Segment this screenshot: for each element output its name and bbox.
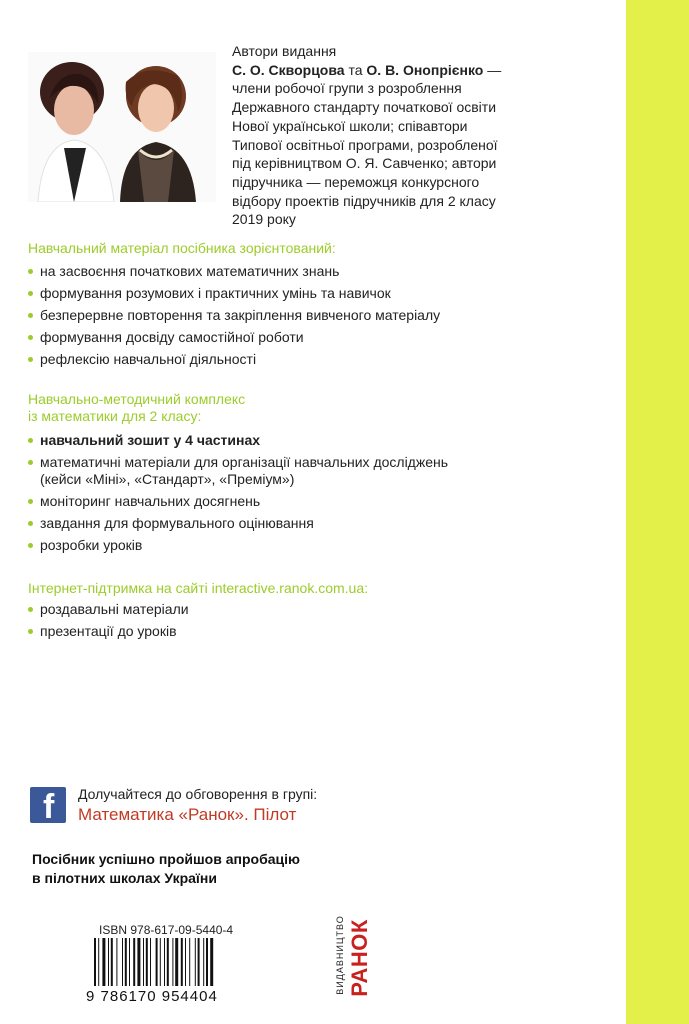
authors-line: підручника — переможця конкурсного [232, 173, 480, 190]
section2-title-line: Навчально-методичний комплекс [28, 391, 246, 407]
bullet-dot-icon [28, 269, 33, 274]
authors-line: 2019 року [232, 211, 296, 228]
facebook-glyph: f [43, 788, 55, 826]
list-item-text: формування досвіду самостійної роботи [40, 329, 304, 345]
list-item [22, 493, 582, 510]
publisher-name: РАНОК [347, 919, 372, 997]
barcode-digits: 9 786170 954404 [86, 988, 218, 1005]
section1-title [28, 240, 336, 257]
list-item [22, 351, 582, 368]
list-item-text: безперервне повторення та закріплення вивченого матеріалу [40, 307, 441, 323]
list-item [22, 329, 582, 346]
authors-intro: Автори видання [232, 43, 337, 59]
bullet-dot-icon [28, 291, 33, 296]
side-stripe [626, 0, 689, 1024]
bullet-dot-icon [28, 521, 33, 526]
section2-title-line: із математики для 2 класу: [28, 408, 202, 424]
bullet-dot-icon [28, 543, 33, 548]
bullet-dot-icon [28, 438, 33, 443]
list-item-text: презентації до уроків [40, 623, 177, 639]
section1-title-text: Навчальний матеріал посібника зорієнтований: [28, 240, 336, 256]
authors-line: під керівництвом О. Я. Савченко; автори [232, 155, 497, 172]
section1-list [22, 263, 582, 373]
list-item-text: розробки уроків [40, 537, 143, 553]
authors-line: Нової української школи; співавтори [232, 117, 468, 134]
bullet-dot-icon [28, 629, 33, 634]
authors-line: члени робочої групи з розроблення [232, 80, 462, 97]
authors-line: відбору проектів підручників для 2 класу [232, 192, 496, 209]
list-item [22, 432, 582, 449]
author-name-2: О. В. Онопрієнко [366, 61, 484, 78]
author-name-1: С. О. Скворцова [232, 61, 345, 78]
list-item [22, 263, 582, 280]
bullet-dot-icon [28, 607, 33, 612]
list-item-text: (кейси «Міні», «Стандарт», «Преміум») [40, 471, 295, 487]
authors-line: Типової освітньої програми, розробленої [232, 136, 498, 153]
approbation-line: Посібник успішно пройшов апробацію [32, 851, 300, 867]
approbation-line: в пілотних школах України [32, 870, 217, 886]
publisher-logo [333, 905, 373, 1011]
list-item [22, 601, 582, 618]
approbation-note [32, 850, 392, 888]
list-item [22, 454, 582, 488]
list-item [22, 623, 582, 640]
list-item-text: роздавальні матеріали [40, 601, 189, 617]
bullet-dot-icon [28, 335, 33, 340]
list-item [22, 307, 582, 324]
bullet-dot-icon [28, 313, 33, 318]
bullet-dot-icon [28, 460, 33, 465]
section3-list [22, 601, 582, 645]
facebook-icon[interactable] [30, 787, 66, 826]
section3-title [28, 580, 368, 597]
list-item-text: рефлексію навчальної діяльності [40, 351, 257, 367]
facebook-group-link[interactable]: Математика «Ранок». Пілот [78, 805, 297, 824]
list-item-text: математичні матеріали для організації навчальних досліджень [40, 454, 449, 470]
bullet-dot-icon [28, 499, 33, 504]
bullet-dot-icon [28, 357, 33, 362]
list-item [22, 537, 582, 554]
authors-photo [28, 52, 216, 202]
list-item-text: завдання для формувального оцінювання [40, 515, 314, 531]
section2-list [22, 432, 582, 559]
authors-conj: та [344, 61, 367, 78]
list-item-text: навчальний зошит у 4 частинах [40, 432, 261, 448]
facebook-invite: Долучайтеся до обговорення в групі: [78, 786, 318, 802]
authors-block [232, 42, 552, 229]
list-item-text: на засвоєння початкових математичних знань [40, 263, 340, 279]
list-item-text: моніторинг навчальних досягнень [40, 493, 261, 509]
authors-line: Державного стандарту початкової освіти [232, 99, 497, 116]
authors-dash: — [483, 61, 502, 78]
list-item [22, 285, 582, 302]
list-item-text: формування розумових і практичних умінь та навичок [40, 285, 391, 301]
list-item [22, 515, 582, 532]
section2-title [28, 391, 245, 425]
section3-title-text: Інтернет-підтримка на сайті interactive.ranok.com.ua: [28, 580, 369, 596]
publisher-small-label: ВИДАВНИЦТВО [335, 915, 345, 995]
isbn-label: ISBN 978-617-09-5440-4 [99, 923, 234, 937]
